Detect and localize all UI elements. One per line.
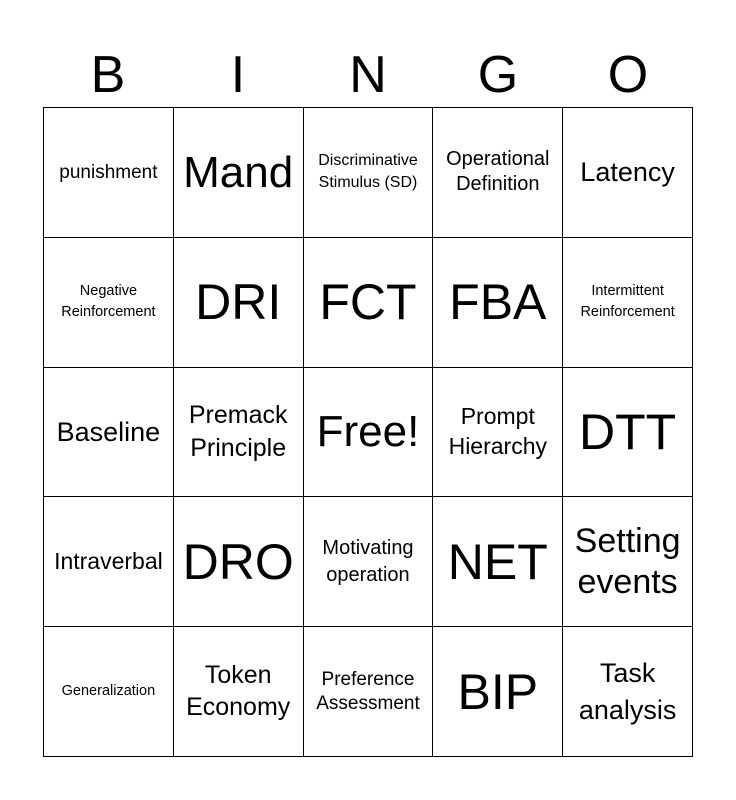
bingo-cell-fba[interactable] <box>433 238 563 368</box>
bingo-cell-mand[interactable] <box>174 108 304 238</box>
cell-label: Preference Assessment <box>316 668 420 714</box>
header-letter-o: O <box>607 46 649 104</box>
bingo-board <box>43 107 693 757</box>
bingo-cell-premack-principle[interactable] <box>174 368 304 498</box>
cell-label: Generalization <box>61 683 156 700</box>
bingo-cell-preference-assessment[interactable] <box>304 627 434 757</box>
cell-label: Task analysis <box>578 658 677 725</box>
cell-label: Intraverbal <box>54 547 163 574</box>
bingo-cell-negative-reinforcement[interactable] <box>44 238 174 368</box>
cell-label: Intermittent Reinforcement <box>580 283 675 321</box>
bingo-cell-token-economy[interactable] <box>174 627 304 757</box>
cell-label: Latency <box>580 157 675 188</box>
bingo-cell-intermittent-reinforcement[interactable] <box>563 238 693 368</box>
cell-label: Discriminative Stimulus (SD) <box>318 152 418 192</box>
header-letter-n: N <box>349 46 387 104</box>
bingo-cell-prompt-hierarchy[interactable] <box>433 368 563 498</box>
bingo-cell-task-analysis[interactable] <box>563 627 693 757</box>
bingo-cell-operational-definition[interactable] <box>433 108 563 238</box>
header-letter-b: B <box>90 46 126 104</box>
bingo-cell-bip[interactable] <box>433 627 563 757</box>
cell-label: DRO <box>182 533 294 590</box>
cell-label: FCT <box>319 274 417 331</box>
bingo-cell-baseline[interactable] <box>44 368 174 498</box>
bingo-cell-generalization[interactable] <box>44 627 174 757</box>
bingo-cell-intraverbal[interactable] <box>44 497 174 627</box>
bingo-cell-motivating-operation[interactable] <box>304 497 434 627</box>
bingo-cell-net[interactable] <box>433 497 563 627</box>
cell-label: Operational Definition <box>446 148 550 196</box>
cell-label: Token Economy <box>186 661 291 721</box>
bingo-cell-punishment[interactable] <box>44 108 174 238</box>
cell-label: NET <box>447 533 548 590</box>
bingo-cell-dro[interactable] <box>174 497 304 627</box>
bingo-cell-setting-events[interactable] <box>563 497 693 627</box>
cell-label: Free! <box>316 407 420 457</box>
cell-label: Prompt Hierarchy <box>448 403 547 459</box>
cell-label: FBA <box>449 274 547 331</box>
cell-label: Negative Reinforcement <box>61 283 156 321</box>
bingo-cell-latency[interactable] <box>563 108 693 238</box>
bingo-cell-fct[interactable] <box>304 238 434 368</box>
cell-label: punishment <box>59 161 158 183</box>
cell-label: Premack Principle <box>188 401 288 462</box>
bingo-header <box>43 44 693 106</box>
cell-label: DTT <box>578 403 677 460</box>
header-letter-g: G <box>477 46 519 104</box>
bingo-cell-dri[interactable] <box>174 238 304 368</box>
cell-label: Baseline <box>56 416 161 447</box>
cell-label: Mand <box>183 147 294 197</box>
cell-label: BIP <box>457 663 539 720</box>
cell-label: Setting events <box>574 521 681 601</box>
bingo-cell-dtt[interactable] <box>563 368 693 498</box>
bingo-cell-free-space[interactable] <box>304 368 434 498</box>
cell-label: DRI <box>195 274 282 331</box>
cell-label: Motivating operation <box>322 536 414 586</box>
bingo-cell-discriminative-stimulus[interactable] <box>304 108 434 238</box>
header-letter-i: I <box>230 46 246 104</box>
